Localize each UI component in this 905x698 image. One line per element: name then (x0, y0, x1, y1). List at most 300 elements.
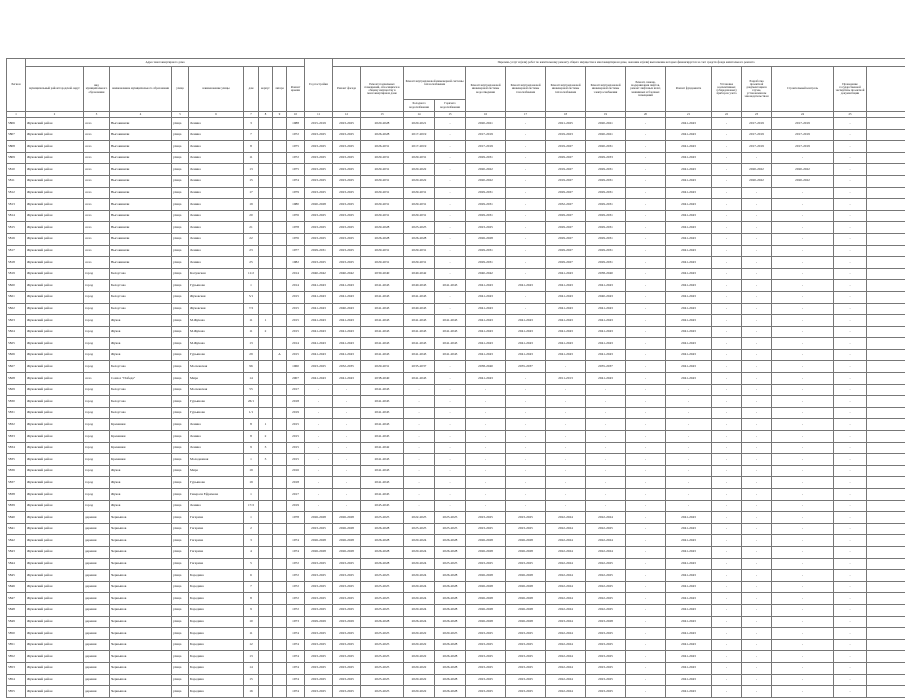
cell-t: деревня (84, 674, 110, 686)
cell-li (273, 662, 287, 674)
cell-st: улица (172, 129, 189, 141)
cell-period: - (834, 535, 867, 547)
cell-k (259, 628, 273, 640)
cell-period: - (712, 210, 742, 222)
cell-st: улица (172, 268, 189, 280)
cell-sn: Бородина (189, 570, 244, 582)
cell-period: - (742, 570, 772, 582)
cell-period: - (435, 210, 466, 222)
cell-period (867, 268, 905, 280)
cell-period: - (742, 361, 772, 373)
cell-period: 2026-2028 (435, 604, 466, 616)
cell-period: 2023-2024 (546, 616, 586, 628)
cell-sn: Молодежная (189, 454, 244, 466)
cell-li (273, 674, 287, 686)
cell-h: 13 (244, 651, 259, 663)
cell-period: 2041-2043 (666, 512, 712, 524)
cell-period: 2029-2031 (586, 257, 626, 269)
cell-h: 55 (244, 384, 259, 396)
cell-d: Жуковский район (26, 465, 84, 477)
cell-period: 2041-2043 (333, 315, 361, 327)
cell-sn: Бородина (189, 616, 244, 628)
cell-period: 2020-2028 (361, 118, 404, 130)
cell-period: 2026-2028 (435, 616, 466, 628)
cell-period: - (772, 315, 834, 327)
table-row (7, 674, 905, 686)
cell-h: 2 (244, 523, 259, 535)
cell-li (273, 686, 287, 698)
cell-period: 2023-2025 (305, 570, 333, 582)
cell-period: 2023-2025 (305, 187, 333, 199)
cell-d: Жуковский район (26, 546, 84, 558)
cell-period: 2023-2025 (305, 222, 333, 234)
cell-period: - (435, 477, 466, 489)
column-number: 15 (435, 112, 466, 118)
cell-period: 2041-2043 (305, 280, 333, 292)
cell-y: 1974 (287, 628, 305, 640)
cell-d: Жуковский район (26, 674, 84, 686)
cell-h: 11 (244, 152, 259, 164)
cell-period: 2022-2024 (586, 546, 626, 558)
table-row (7, 141, 905, 153)
cell-t: деревня (84, 523, 110, 535)
cell-period: 2029-2031 (586, 210, 626, 222)
table-row (7, 268, 905, 280)
cell-period: 2041-2043 (506, 315, 546, 327)
cell-m: Жуков (110, 477, 172, 489)
cell-period: 2041-2043 (506, 326, 546, 338)
cell-st: улица (172, 199, 189, 211)
cell-period: - (586, 419, 626, 431)
cell-sn: Ленина (189, 141, 244, 153)
cell-period: - (666, 500, 712, 512)
cell-period: - (772, 349, 834, 361)
cell-period: - (466, 442, 506, 454)
cell-period: - (626, 546, 666, 558)
col-heat-a: Холодного водоснабжения (404, 100, 435, 112)
cell-period: - (466, 500, 506, 512)
cell-period: - (772, 674, 834, 686)
cell-sn: Жуковская (189, 291, 244, 303)
cell-period: 2041-2043 (361, 477, 404, 489)
cell-period: 2023-2025 (404, 222, 435, 234)
cell-period: - (626, 407, 666, 419)
cell-m: Белоусово (110, 407, 172, 419)
cell-period: 2023-2025 (466, 628, 506, 640)
cell-m: Высокиничи (110, 245, 172, 257)
cell-period: 2041-2043 (666, 268, 712, 280)
table-row (7, 349, 905, 361)
cell-period: - (712, 628, 742, 640)
cell-period: 2029-2031 (361, 199, 404, 211)
cell-period: - (626, 152, 666, 164)
cell-y: 1974 (287, 686, 305, 698)
cell-m: Чернышов (110, 570, 172, 582)
cell-h: 9 (244, 442, 259, 454)
cell-period: 2019-2027 (546, 175, 586, 187)
cell-r: 5853 (7, 662, 26, 674)
cell-li (273, 628, 287, 640)
cell-period: - (712, 639, 742, 651)
cell-m: Высокиничи (110, 141, 172, 153)
cell-m: Жуков (110, 338, 172, 350)
cell-y: 1972 (287, 581, 305, 593)
cell-h: 19 (244, 465, 259, 477)
cell-period: 2026-2028 (305, 512, 333, 524)
cell-h: 15 (244, 175, 259, 187)
cell-period: - (506, 291, 546, 303)
cell-t: село (84, 222, 110, 234)
cell-h: 9 (244, 604, 259, 616)
cell-period: 2023-2025 (586, 639, 626, 651)
cell-period: 2017-2019 (404, 141, 435, 153)
cell-period: - (305, 396, 333, 408)
cell-period: 2023-2025 (435, 558, 466, 570)
column-number: 8 (259, 112, 273, 118)
cell-m: Жуков (110, 326, 172, 338)
cell-period: 2026-2028 (361, 535, 404, 547)
cell-sn: Московская (189, 361, 244, 373)
cell-period: - (772, 222, 834, 234)
column-number: 22 (712, 112, 742, 118)
cell-period: - (466, 407, 506, 419)
cell-period: - (506, 431, 546, 443)
cell-period: - (712, 326, 742, 338)
cell-period: 2041-2043 (666, 373, 712, 385)
cell-period: 2023-2025 (305, 662, 333, 674)
cell-d: Жуковский район (26, 373, 84, 385)
cell-period: - (626, 187, 666, 199)
cell-li (273, 210, 287, 222)
cell-period: - (586, 431, 626, 443)
cell-st: улица (172, 384, 189, 396)
cell-period: - (742, 604, 772, 616)
cell-period: - (712, 164, 742, 176)
cell-r: 5854 (7, 674, 26, 686)
cell-r: 5852 (7, 651, 26, 663)
cell-period: - (834, 465, 867, 477)
cell-y: 2014 (287, 268, 305, 280)
table-row (7, 628, 905, 640)
cell-period: 2022-2025 (586, 523, 626, 535)
cell-period: - (626, 199, 666, 211)
cell-r: 5808 (7, 141, 26, 153)
cell-period: 2020-2028 (305, 199, 333, 211)
cell-period (867, 349, 905, 361)
cell-d: Жуковский район (26, 616, 84, 628)
cell-sn: М.Жукова (189, 315, 244, 327)
cell-period: - (546, 419, 586, 431)
cell-period: 2041-2043 (435, 280, 466, 292)
cell-r: 5823 (7, 315, 26, 327)
cell-period: - (506, 175, 546, 187)
table-row (7, 604, 905, 616)
cell-period: 2023-2025 (333, 570, 361, 582)
cell-d: Жуковский район (26, 315, 84, 327)
cell-period: - (772, 303, 834, 315)
col-heating: Ремонт внутридомовой инженерной системы теплоснабжения (546, 67, 586, 112)
cell-period: 2023-2025 (361, 512, 404, 524)
cell-period: - (772, 616, 834, 628)
cell-period: - (546, 431, 586, 443)
cell-d: Жуковский район (26, 233, 84, 245)
cell-sn: Ленина (189, 222, 244, 234)
table-row (7, 465, 905, 477)
cell-period: - (742, 233, 772, 245)
cell-period: 2041-2043 (361, 349, 404, 361)
cell-period: - (772, 407, 834, 419)
cell-r: 5822 (7, 303, 26, 315)
cell-period: 2041-2043 (666, 558, 712, 570)
cell-r: 5810 (7, 164, 26, 176)
cell-li (273, 651, 287, 663)
cell-y: 1976 (287, 210, 305, 222)
cell-period: - (712, 546, 742, 558)
cell-period: 2023-2025 (333, 141, 361, 153)
cell-period: 2041-2043 (666, 303, 712, 315)
cell-period: - (333, 431, 361, 443)
cell-st: улица (172, 558, 189, 570)
cell-sn: Московская (189, 384, 244, 396)
cell-m: Высокиничи (110, 210, 172, 222)
col-meters: Установка коллективных (общедомовых) приборов учета (712, 67, 742, 112)
cell-period: - (834, 512, 867, 524)
cell-period: 2011-2013 (546, 373, 586, 385)
cell-period: - (772, 326, 834, 338)
cell-li (273, 593, 287, 605)
cell-period (867, 616, 905, 628)
cell-m: Высокиничи (110, 164, 172, 176)
cell-period: - (506, 465, 546, 477)
cell-period: - (712, 558, 742, 570)
column-number: 16 (466, 112, 506, 118)
cell-y: 1974 (287, 639, 305, 651)
cell-period: - (435, 407, 466, 419)
cell-k (259, 199, 273, 211)
cell-period: 2041-2043 (466, 291, 506, 303)
cell-y: 1960 (287, 361, 305, 373)
cell-st: улица (172, 152, 189, 164)
cell-k (259, 581, 273, 593)
cell-period: - (435, 373, 466, 385)
cell-period: - (712, 245, 742, 257)
cell-r: 5837 (7, 477, 26, 489)
cell-h: 11 (244, 326, 259, 338)
cell-m: Чернышов (110, 581, 172, 593)
cell-period: - (626, 361, 666, 373)
cell-period: - (742, 523, 772, 535)
cell-period: - (712, 500, 742, 512)
cell-k (259, 373, 273, 385)
cell-period: - (834, 489, 867, 501)
cell-period: - (666, 442, 712, 454)
cell-h: 1 (244, 280, 259, 292)
table-row (7, 431, 905, 443)
cell-period (867, 187, 905, 199)
cell-st: улица (172, 686, 189, 698)
cell-period (867, 500, 905, 512)
cell-period: 2041-2043 (361, 419, 404, 431)
cell-period: 2017-2019 (742, 118, 772, 130)
table-row (7, 303, 905, 315)
cell-period: 2041-2043 (361, 454, 404, 466)
cell-period: 2026-2028 (333, 546, 361, 558)
cell-y: 1978 (287, 512, 305, 524)
cell-period: - (586, 500, 626, 512)
cell-period: 2020-2024 (404, 535, 435, 547)
cell-period: 2023-2025 (305, 651, 333, 663)
cell-period: - (435, 303, 466, 315)
cell-k (259, 535, 273, 547)
cell-k (259, 384, 273, 396)
cell-period: 2022-2024 (546, 581, 586, 593)
cell-period: - (506, 454, 546, 466)
cell-period: - (772, 233, 834, 245)
cell-period: 2041-2043 (404, 338, 435, 350)
cell-li (273, 442, 287, 454)
col-roof: Ремонт крыши (287, 67, 305, 112)
table-row (7, 129, 905, 141)
cell-r: 5833 (7, 431, 26, 443)
cell-sn: Гагарина (189, 523, 244, 535)
cell-st: улица (172, 639, 189, 651)
table-row (7, 280, 905, 292)
cell-period: - (404, 396, 435, 408)
table-row (7, 396, 905, 408)
cell-period: - (742, 558, 772, 570)
cell-period: 2026-2024 (404, 616, 435, 628)
cell-m: Высокиничи (110, 129, 172, 141)
cell-period: - (305, 500, 333, 512)
cell-t: село (84, 257, 110, 269)
cell-y: 2015 (287, 431, 305, 443)
cell-d: Жуковский район (26, 581, 84, 593)
cell-d: Жуковский район (26, 570, 84, 582)
cell-period: - (626, 222, 666, 234)
cell-li (273, 384, 287, 396)
cell-period: 2041-2043 (404, 326, 435, 338)
cell-period: 2022-2025 (586, 581, 626, 593)
cell-period: - (712, 303, 742, 315)
cell-period: 2017-2019 (404, 129, 435, 141)
cell-period: 2023-2025 (333, 187, 361, 199)
cell-y: 2014 (287, 338, 305, 350)
cell-period: - (435, 257, 466, 269)
cell-m: Чернышов (110, 686, 172, 698)
cell-period: - (626, 164, 666, 176)
cell-period: - (834, 338, 867, 350)
cell-period: 2023-2025 (333, 662, 361, 674)
cell-period: - (834, 651, 867, 663)
cell-period: - (435, 442, 466, 454)
cell-period: - (626, 500, 666, 512)
cell-period: - (772, 280, 834, 292)
table-row (7, 361, 905, 373)
cell-period (867, 118, 905, 130)
column-number: 2 (26, 112, 84, 118)
cell-sn: Ленина (189, 199, 244, 211)
cell-period: 2023-2025 (305, 257, 333, 269)
cell-period (867, 662, 905, 674)
column-number: 17 (506, 112, 546, 118)
cell-period: - (626, 628, 666, 640)
cell-d: Жуковский район (26, 118, 84, 130)
cell-li (273, 129, 287, 141)
cell-h: 5/1 (244, 291, 259, 303)
cell-sn: Бородина (189, 604, 244, 616)
cell-period: - (404, 442, 435, 454)
cell-h: 14 (244, 662, 259, 674)
column-number: 25 (834, 112, 867, 118)
cell-m: Кременки (110, 431, 172, 443)
cell-st: улица (172, 581, 189, 593)
cell-li (273, 315, 287, 327)
col-heat-b: Горячего водоснабжения (435, 100, 466, 112)
cell-period: 2023-2025 (466, 523, 506, 535)
cell-period: 2020-2021 (404, 118, 435, 130)
cell-period: - (834, 199, 867, 211)
cell-period: - (506, 141, 546, 153)
cell-period: - (506, 489, 546, 501)
cell-period: 2029-2027 (546, 222, 586, 234)
cell-period: 2026-2028 (361, 523, 404, 535)
cell-period: 2023-2025 (333, 118, 361, 130)
cell-period: 2041-2043 (666, 639, 712, 651)
cell-period: 2030-2040 (361, 268, 404, 280)
cell-period: - (333, 465, 361, 477)
cell-period: - (772, 477, 834, 489)
cell-d: Жуковский район (26, 245, 84, 257)
cell-k: 3 (259, 454, 273, 466)
cell-period: 2029-2031 (404, 199, 435, 211)
cell-period: 2023-2028 (586, 616, 626, 628)
cell-period: - (772, 257, 834, 269)
cell-period: 2029-2033 (586, 152, 626, 164)
cell-period: 2026-2028 (435, 535, 466, 547)
cell-period: - (305, 489, 333, 501)
cell-period: - (772, 454, 834, 466)
cell-period: 2026-2028 (435, 593, 466, 605)
cell-period: 2022-2024 (546, 639, 586, 651)
cell-period: - (712, 338, 742, 350)
cell-period: - (546, 384, 586, 396)
cell-sn: Ленина (189, 175, 244, 187)
cell-period: - (626, 233, 666, 245)
cell-r: 5821 (7, 291, 26, 303)
cell-period: 2029-2031 (361, 175, 404, 187)
cell-k (259, 546, 273, 558)
cell-r: 5829 (7, 384, 26, 396)
cell-period: 2026-2028 (466, 616, 506, 628)
cell-period: 2041-2043 (305, 315, 333, 327)
cell-period: 2026-2028 (333, 523, 361, 535)
cell-t: деревня (84, 593, 110, 605)
cell-period: 2041-2043 (666, 662, 712, 674)
cell-sn: Гурьянова (189, 407, 244, 419)
cell-d: Жуковский район (26, 628, 84, 640)
cell-period: - (404, 407, 435, 419)
cell-d: Жуковский район (26, 175, 84, 187)
cell-period: - (333, 396, 361, 408)
cell-period: 2041-2045 (361, 431, 404, 443)
cell-period: - (626, 419, 666, 431)
cell-period: - (546, 489, 586, 501)
cell-period: 2020-2024 (404, 546, 435, 558)
cell-period: - (772, 210, 834, 222)
cell-r: 5850 (7, 628, 26, 640)
cell-k: 1 (259, 315, 273, 327)
cell-period: 2040-2043 (404, 280, 435, 292)
